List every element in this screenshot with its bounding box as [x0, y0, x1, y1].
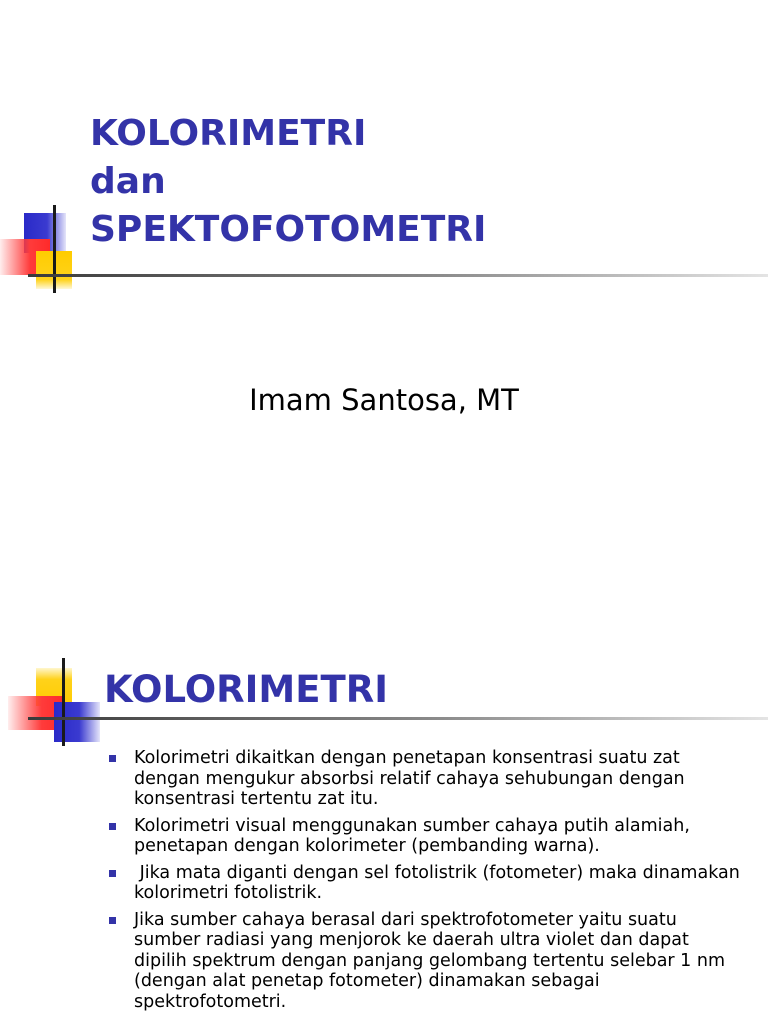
bullet-list [104, 748, 744, 1018]
bullet-item [104, 816, 744, 857]
slide-title: KOLORIMETRI [104, 668, 389, 711]
square-bullet-icon [109, 917, 116, 924]
bullet-text: Jika sumber cahaya berasal dari spektrofotometer yaitu suatu sumber radiasi yang menjorok ke daerah ultra violet dan dapat dipilih spektrum dengan panjang gelombang tertentu selebar 1 nm (dengan alat penetap fotometer) dinamakan sebagai spektrofotometri. [134, 909, 726, 1012]
bullet-item [104, 863, 744, 904]
title-line-2: dan [90, 161, 166, 202]
bullet-text: Kolorimetri visual menggunakan sumber cahaya putih alamiah, penetapan dengan kolorimeter (pembanding warna). [134, 815, 690, 856]
bullet-item [104, 748, 744, 810]
title-line-1: KOLORIMETRI [90, 113, 367, 154]
title-divider [28, 274, 768, 277]
deco-blue-square [54, 702, 100, 742]
square-bullet-icon [109, 823, 116, 830]
corner-decoration [8, 658, 108, 748]
square-bullet-icon [109, 870, 116, 877]
bullet-text: Jika mata diganti dengan sel fotolistrik (fotometer) maka dinamakan kolorimetri fotolistrik. [134, 862, 746, 903]
title-divider [28, 717, 768, 720]
author-name: Imam Santosa, MT [249, 383, 519, 417]
bullet-text: Kolorimetri dikaitkan dengan penetapan konsentrasi suatu zat dengan mengukur absorbsi relatif cahaya sehubungan dengan konsentrasi tertentu zat itu. [134, 748, 685, 809]
title-line-3: SPEKTOFOTOMETRI [90, 209, 487, 250]
content-slide [0, 640, 768, 1024]
presentation-title [90, 110, 486, 254]
corner-decoration [0, 205, 90, 295]
bullet-item [104, 910, 744, 1013]
square-bullet-icon [109, 755, 116, 762]
deco-vertical-line [53, 205, 56, 293]
deco-vertical-line [62, 658, 65, 746]
